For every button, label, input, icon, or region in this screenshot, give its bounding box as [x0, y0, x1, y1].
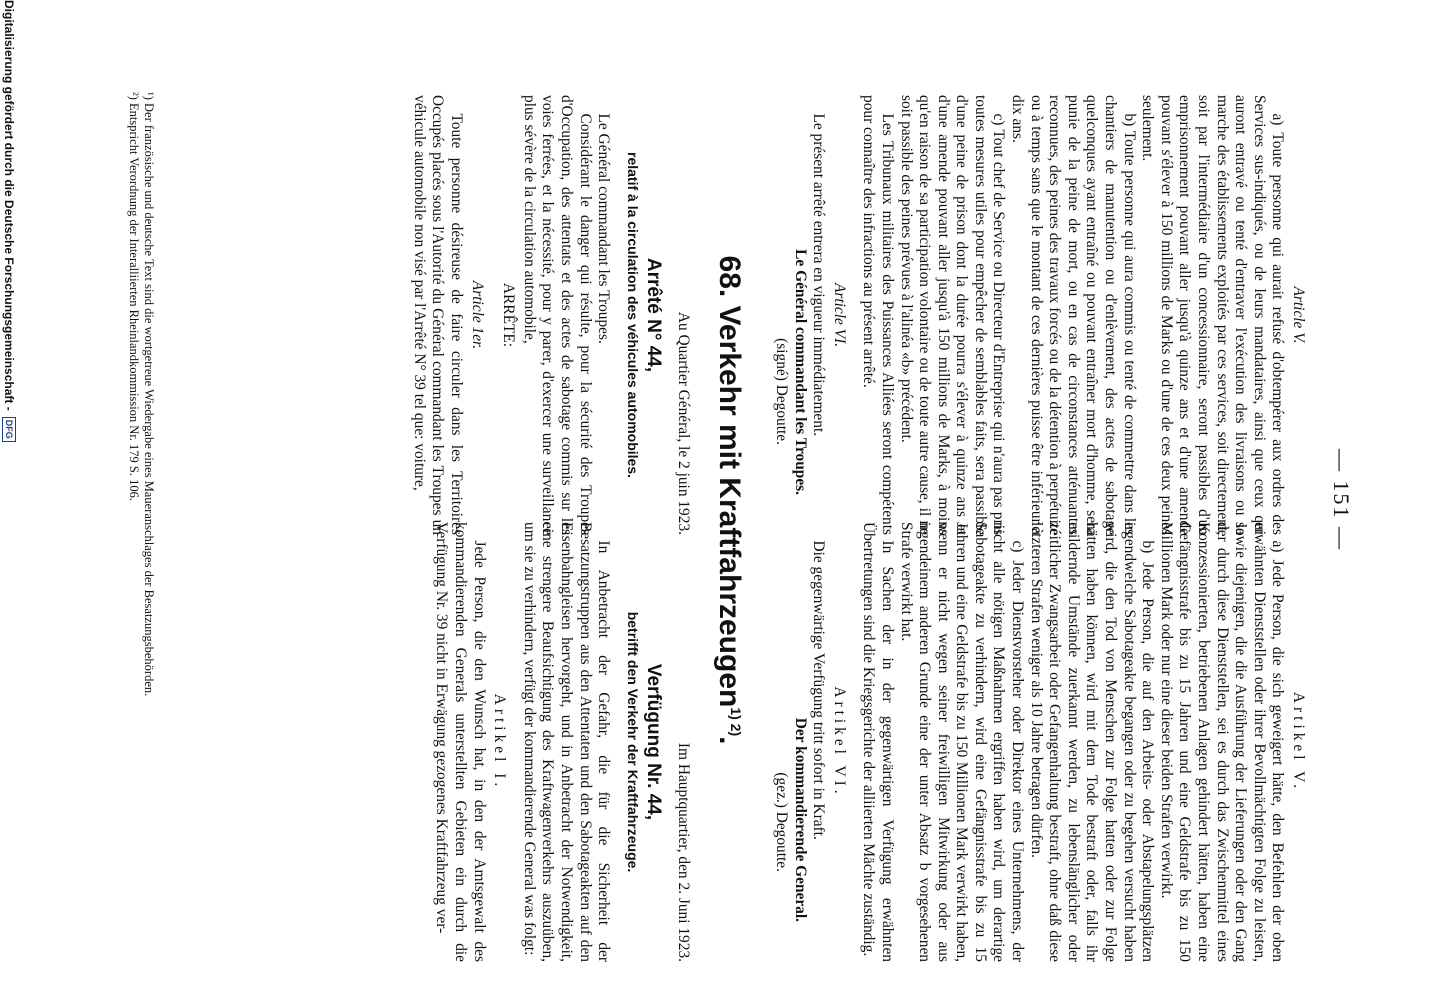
paragraph: c) Tout chef de Service ou Directeur d'Entreprise qui n'aura pas pris toutes mesures utiles pour empêcher de semblables faits, sera passible d'une peine de prison dont la durée pourra s'élever à quinze ans et d'une amende pouvant aller jusqu'à 150 millions de Marks, à moins qu'en raison de sa participation volontaire ou de toute autre cause, il ne soit passible des peines prévues à l'alinéa «b» précédent. — [897, 95, 1008, 535]
page-number: — 151 — — [1329, 449, 1354, 551]
heading-artikel-vi-de: Artikel VI. — [830, 686, 848, 798]
decree-subject-de: betrifft den Verkehr der Kraftfahrzeuge. — [624, 611, 641, 873]
paragraph: c) Jeder Dienstvorsteher oder Direktor eines Unternehmens, der nicht alle nötigen Maßnahmen ergriffen haben wird, um derartige Sabotageakte zu verhindern, wird eine Gefängnisstrafe bis zu 15 Jahren und eine Geldstrafe bis zu 150 Millionen Mark verwirkt haben, wenn er nicht wegen seiner freiwilligen Mitwirkung oder aus irgendeinem anderen Grunde eine der unter Absatz b vorgesehenen Strafe verwirkt hat. — [897, 522, 1027, 962]
decree-number-fr: Arrêté N° 44, — [643, 257, 665, 373]
heading-article-vi-fr: Article VI. — [830, 282, 848, 348]
arrete-label: ARRÊTE: — [500, 282, 518, 348]
paragraph: In Anbetracht der Gefahr, die für die Sicherheit der Besatzungstruppen aus den Attentaten und den Sabotageakten auf den Eisenbahngleisen hervorgeht, und in Anbetracht der Notwendigkeit, eine strengere Beaufsichtigung des Kraftwagenverkehrs auszuüben, um sie zu verhindern, verfügt der kommandierende General was folgt: — [520, 522, 613, 962]
section-title-footnote-marks: 1) 2) — [728, 707, 744, 737]
paragraph: Jede Person, die den Wunsch hat, in den der Amtsgewalt des kommandierenden Generals unterstellten Gebieten ein durch die Verfügung Nr. 39 nicht in Erwägung gezogenes Kraftfahrzeug ver- — [433, 522, 488, 962]
german-column-bottom — [432, 522, 692, 962]
paragraph: b) Toute personne qui aura commis ou tenté de commettre dans les chantiers de manutention ou d'enlèvement, des actes de sabotage quelconques ayant entraîné ou pouvant entraîner mort d'homme, sera punie de la peine de mort, ou en cas de circonstances atténuantes reconnues, des peines des travaux forcés ou de la détention à perpétuité ou à temps sans que le montant de ces dernières puisse être inférieur à dix ans. — [1009, 95, 1138, 535]
signature-name-de: (gez.) Degoutte. — [772, 772, 790, 872]
decree-number-de: Verfügung Nr. 44, — [643, 663, 665, 821]
section-title: 68. Verkehr mit Kraftfahrzeugen$^{1) 2)}$. — [713, 255, 746, 745]
paragraph: Toute personne désireuse de faire circuler dans les Territoires Occupés placés sous l'Autorité du Général commandant les Troupes un véhicule automobile non visé par l'Arrêté N° 39 tel que: voiture, — [410, 95, 466, 535]
section-title-text: 68. Verkehr mit Kraftfahrzeugen — [713, 255, 746, 708]
paragraph: Considérant le danger qui résulte, pour la sécurité des Troupes d'Occupation, des attentats et des actes de sabotage commis sur les voies ferrées, et la nécessité, pour y parer, d'exercer une surveillance plus sévère de la circulation automobile, — [520, 95, 594, 535]
footnote-2: ²) Entspricht Verordnung der Interalliierten Rheinlandkommission Nr. 179 S. 106. — [127, 92, 141, 502]
french-column-bottom — [409, 95, 692, 535]
signature-title-fr: Le Général commandant les Troupes. — [791, 249, 809, 495]
paragraph: Les Tribunaux militaires des Puissances Alliées seront compétents pour connaître des infractions au présent arrêté. — [860, 95, 896, 535]
paragraph: In Sachen der in der gegenwärtigen Verfügung erwähnten Übertretungen sind die Kriegsgerichte der alliierten Mächte zuständig. — [860, 522, 896, 962]
footnote-1: ¹) Der französische und deutsche Text sind die wortgetreue Wiedergabe eines Maueranschlages der Besatzungsbehörden. — [142, 92, 156, 697]
french-column-top — [771, 95, 1309, 535]
decree-subject-fr: relatif à la circulation des véhicules automobiles. — [624, 152, 641, 478]
paragraph: Le présent arrêté entrera en vigueur immédiatement. — [810, 113, 828, 437]
footnotes — [126, 92, 156, 922]
digitization-note — [2, 0, 16, 1000]
heading-article-v-fr: Article V. — [1290, 286, 1307, 344]
paragraph: Le Général commandant les Troupes. — [595, 113, 613, 344]
signature-title-de: Der kommandierende General. — [791, 717, 809, 922]
heading-article-1-fr: Article 1er. — [468, 280, 486, 350]
place-date-fr: Au Quartier Général, le 2 juin 1923. — [675, 311, 692, 535]
signature-name-fr: (signé) Degoutte. — [772, 338, 790, 445]
german-column-top — [771, 522, 1309, 962]
digitization-text: Digitalisierung gefördert durch die Deutsche Forschungsgemeinschaft - — [2, 0, 16, 411]
paragraph: a) Toute personne qui aurait refusé d'obtempérer aux ordres des Services sus-indiqués, ou de leurs mandataires, ainsi que ceux qui auront entravé ou tenté d'entraver l'exécution des livraisons ou la marche des établissements exploités par ces services, soit directement, soit par l'intermédiaire d'un concessionnaire, seront passibles d'un emprisonnement pouvant aller jusqu'à quinze ans et d'une amende pouvant s'élever à 150 millions de Marks ou d'une de ces deux peines seulement. — [1139, 95, 1287, 535]
dfg-logo: DFG — [2, 417, 16, 442]
paragraph: a) Jede Person, die sich geweigert hätte, den Befehlen der oben erwähnten Dienststellen oder ihrer Bevollmächtigten Folge zu leisten, sowie diejenigen, die die Ausführung der Lieferungen oder den Gang der durch diese Dienststellen, sei es durch das Zwischenmittel eines Konzessionierten, betriebenen Anlagen gehindert hätten, haben eine Gefängnisstrafe bis zu 15 Jahren und eine Geldstrafe bis zu 150 Millionen Mark oder nur eine dieser beiden Strafen verwirkt. — [1157, 522, 1287, 962]
heading-artikel-1-de: Artikel I. — [491, 693, 509, 791]
paragraph: Die gegenwärtige Verfügung tritt sofort in Kraft. — [810, 540, 828, 840]
paragraph: b) Jede Person, die auf den Arbeits- oder Abstapelungsplätzen irgendwelche Sabotageakte begangen oder zu begehen versucht haben wird, die den Tod von Menschen zur Folge hatten oder zur Folge hätten haben können, wird mit dem Tode bestraft oder, falls ihr mildernde Umstände zuerkannt werden, zu lebenslänglicher oder zeitlicher Zwangsarbeit oder Gefangenhaltung bestraft, ohne daß diese letzteren Strafen weniger als 10 Jahre betragen dürfen. — [1027, 522, 1157, 962]
heading-artikel-v-de: Artikel V. — [1290, 691, 1307, 793]
place-date-de: Im Hauptquartier, den 2. Juni 1923. — [675, 742, 692, 962]
